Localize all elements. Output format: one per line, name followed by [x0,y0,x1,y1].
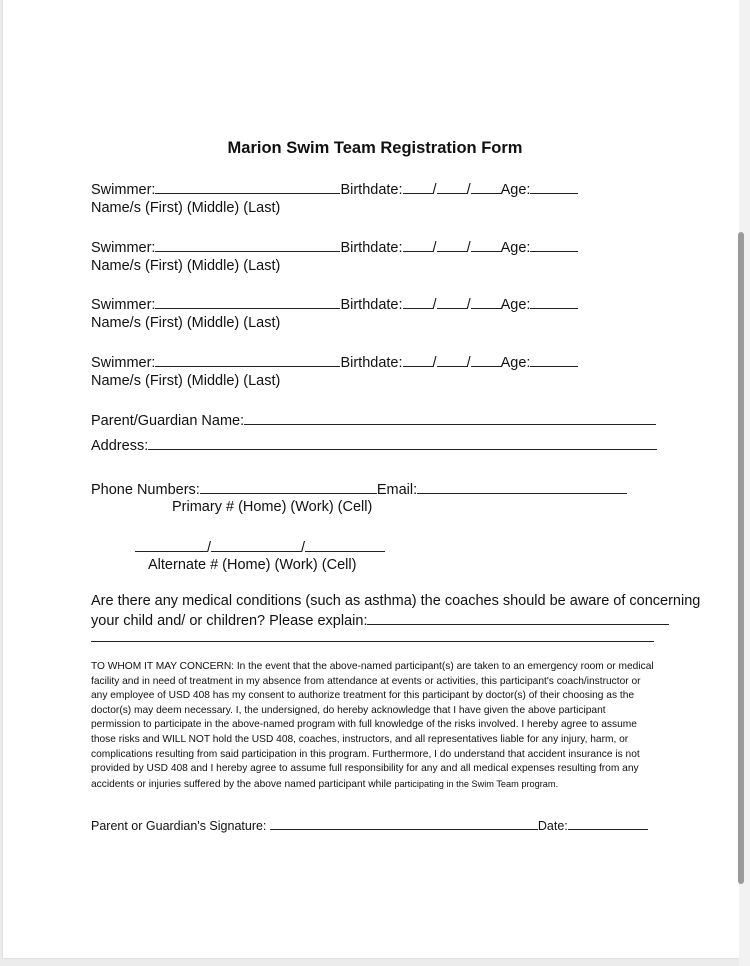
swimmer-label: Swimmer: [91,297,156,313]
phone-field[interactable] [200,479,377,494]
primary-phone-label: Primary # (Home) (Work) (Cell) [172,499,373,515]
date-separator: / [432,297,437,313]
date-separator: / [432,182,437,198]
swimmer-row [91,352,578,372]
swimmer-sub-label: Name/s (First) (Middle) (Last) [91,315,281,331]
swimmer-name-field[interactable] [155,179,340,194]
swimmer-name-field[interactable] [155,294,340,309]
age-field[interactable] [530,352,578,367]
swimmer-sub-label: Name/s (First) (Middle) (Last) [91,258,281,274]
swimmer-row [91,179,578,199]
birth-day-field[interactable] [437,352,467,367]
consent-notice [91,660,657,792]
parent-name-field[interactable] [244,410,656,425]
birth-day-field[interactable] [437,179,467,194]
alternate-phone-row [135,537,385,557]
birthdate-label: Birthdate: [340,297,403,313]
scrollbar-thumb[interactable] [738,232,744,884]
medical-question-row [91,610,669,630]
birth-month-field[interactable] [403,237,433,252]
date-separator: / [466,240,471,256]
parent-row [91,410,656,430]
address-field[interactable] [148,435,657,450]
age-field[interactable] [530,294,578,309]
signature-field[interactable] [270,817,538,830]
alt-separator: / [301,540,306,556]
swimmer-sub-label: Name/s (First) (Middle) (Last) [91,373,281,389]
email-field[interactable] [417,479,627,494]
signature-date-field[interactable] [568,817,648,830]
birthdate-label: Birthdate: [340,355,403,371]
birth-month-field[interactable] [403,352,433,367]
parent-label: Parent/Guardian Name: [91,413,245,429]
swimmer-label: Swimmer: [91,182,156,198]
address-row [91,435,657,455]
alt-separator: / [207,540,212,556]
swimmer-label: Swimmer: [91,355,156,371]
date-separator: / [466,297,471,313]
date-separator: / [432,240,437,256]
birthdate-label: Birthdate: [340,182,403,198]
age-label: Age: [500,297,531,313]
age-field[interactable] [530,237,578,252]
form-title: Marion Swim Team Registration Form [227,139,523,157]
alt-phone-field-home[interactable] [135,537,207,552]
birthdate-label: Birthdate: [340,240,403,256]
medical-question-line1: Are there any medical conditions (such as asthma) the coaches should be aware of concerning [91,593,701,609]
signature-row [91,817,648,835]
birth-month-field[interactable] [403,179,433,194]
birth-day-field[interactable] [437,237,467,252]
signature-label: Parent or Guardian's Signature: [91,819,267,833]
age-label: Age: [500,240,531,256]
date-label: Date: [537,819,568,833]
birth-day-field[interactable] [437,294,467,309]
date-separator: / [466,182,471,198]
consent-notice-body: TO WHOM IT MAY CONCERN: In the event that the above-named participant(s) are taken to an emergency room or medical facility and in need of treatment in my absence from attendance at events or activities, this participant's coach/instructor or any employee of USD 408 has my consent to authorize treatment for this participant by doctor(s) of their choosing as the doctor(s) may deem necessary. I, the undersigned, do hereby acknowledge that I have given the above participant permission to participate in the above-named program with full knowledge of the risks involved. I hereby agree to assume those risks and WILL NOT hold the USD 408, coaches, instructors, and all representatives liable for any injury, harm, or complications resulting from said participation in this program. Furthermore, I do understand that accident insurance is not provided by USD 408 and I hereby agree to assume full responsibility for any and all medical expenses resulting from any accidents or injuries suffered by the above named participant while [91,661,654,790]
date-separator: / [466,355,471,371]
alternate-phone-label: Alternate # (Home) (Work) (Cell) [148,557,357,573]
phone-label: Phone Numbers: [91,482,200,498]
swimmer-sub-label: Name/s (First) (Middle) (Last) [91,200,281,216]
date-separator: / [432,355,437,371]
alt-phone-field-work[interactable] [211,537,301,552]
phone-row [91,479,627,499]
email-label: Email: [376,482,418,498]
birth-year-field[interactable] [471,294,501,309]
swimmer-label: Swimmer: [91,240,156,256]
swimmer-row [91,294,578,314]
birth-year-field[interactable] [471,237,501,252]
address-label: Address: [91,438,149,454]
consent-notice-last-line: participating in the Swim Team program. [394,778,559,789]
birth-month-field[interactable] [403,294,433,309]
medical-question-line2: your child and/ or children? Please explain: [91,613,368,629]
birth-year-field[interactable] [471,179,501,194]
swimmer-name-field[interactable] [155,352,340,367]
age-field[interactable] [530,179,578,194]
age-label: Age: [500,182,531,198]
swimmer-name-field[interactable] [155,237,340,252]
swimmer-row [91,237,578,257]
age-label: Age: [500,355,531,371]
birth-year-field[interactable] [471,352,501,367]
medical-extra-line[interactable] [91,641,654,642]
medical-explain-field[interactable] [367,610,669,625]
alt-phone-field-cell[interactable] [305,537,385,552]
